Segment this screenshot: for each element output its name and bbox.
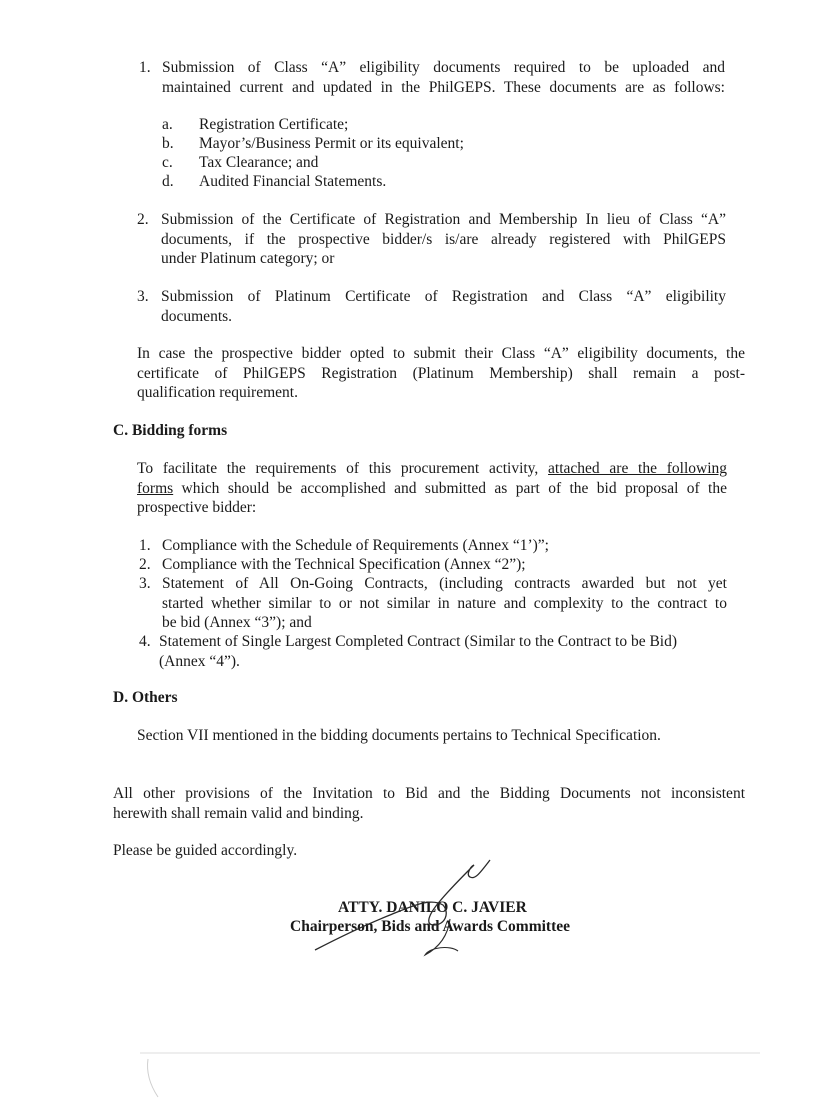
form-item-1-text: Compliance with the Schedule of Requirements (Annex “1’)”; <box>162 537 549 554</box>
sub-item-a-letter: a. <box>162 116 173 133</box>
in-case-line-3: qualification requirement. <box>137 384 298 401</box>
section-d-text: Section VII mentioned in the bidding documents pertains to Technical Specification. <box>137 727 661 744</box>
sub-item-d-letter: d. <box>162 173 174 190</box>
form-item-3-line-3: be bid (Annex “3”); and <box>162 614 312 631</box>
req-item-1 <box>162 58 725 97</box>
section-c-intro-text-2: which should be accomplished and submitted as part of the bid proposal of the <box>173 479 727 497</box>
sub-item-a-text: Registration Certificate; <box>199 116 349 133</box>
handwritten-signature <box>300 855 500 965</box>
section-c-intro-line-1 <box>137 459 727 479</box>
form-item-4 <box>159 632 731 671</box>
section-c-intro-text-1: To facilitate the requirements of this procurement activity, <box>137 460 549 477</box>
section-c-intro-underlined-1: attached are the following <box>548 460 728 477</box>
in-case-line-2: certificate of PhilGEPS Registration (Platinum Membership) shall remain a post- <box>137 364 745 382</box>
form-item-1-number: 1. <box>139 537 151 554</box>
scan-artifact-lines <box>140 1045 780 1100</box>
form-item-3-line-2: started whether similar to or not similar in nature and complexity to the contract to <box>162 594 727 612</box>
please-be-guided: Please be guided accordingly. <box>113 842 298 859</box>
signatory-title: Chairperson, Bids and Awards Committee <box>290 918 571 935</box>
sub-item-c-text: Tax Clearance; and <box>199 154 319 171</box>
closing-line-1: All other provisions of the Invitation to Bid and the Bidding Documents not inconsistent <box>113 785 745 802</box>
sub-item-c-letter: c. <box>162 154 173 171</box>
req-item-3-number: 3. <box>137 288 149 305</box>
req-item-3 <box>161 287 726 326</box>
section-c-intro-line-2 <box>137 479 727 499</box>
form-item-3-line-1: Statement of All On-Going Contracts, (including contracts awarded but not yet <box>162 575 727 592</box>
req-item-3-line-2: documents. <box>161 307 233 325</box>
section-c-intro <box>137 459 727 518</box>
req-item-2-line-2: documents, if the prospective bidder/s is/are already registered with PhilGEPS <box>161 230 726 248</box>
form-item-2-text: Compliance with the Technical Specification (Annex “2”); <box>162 556 526 573</box>
sub-item-b-text: Mayor’s/Business Permit or its equivalent; <box>199 135 464 152</box>
form-item-3 <box>162 574 727 633</box>
req-item-1-line-2: maintained current and updated in the PhilGEPS. These documents are as follows: <box>162 78 725 96</box>
sub-item-b-letter: b. <box>162 135 174 152</box>
req-item-2 <box>161 210 726 269</box>
req-item-1-line-1: Submission of Class “A” eligibility documents required to be uploaded and <box>162 59 725 76</box>
form-item-4-line-2: (Annex “4”). <box>159 652 240 670</box>
section-c-intro-line-3: prospective bidder: <box>137 499 257 516</box>
section-c-intro-underlined-2: forms <box>137 479 174 497</box>
sub-item-d-text: Audited Financial Statements. <box>199 173 387 190</box>
req-item-2-line-1: Submission of the Certificate of Registration and Membership In lieu of Class “A” <box>161 211 726 228</box>
req-item-2-number: 2. <box>137 211 149 228</box>
in-case-paragraph <box>137 344 745 403</box>
closing-paragraph <box>113 784 745 823</box>
closing-line-2: herewith shall remain valid and binding. <box>113 804 364 822</box>
req-item-3-line-1: Submission of Platinum Certificate of Registration and Class “A” eligibility <box>161 288 726 305</box>
form-item-2-number: 2. <box>139 556 151 573</box>
section-d-heading: D. Others <box>113 689 178 706</box>
form-item-4-line-1: Statement of Single Largest Completed Contract (Similar to the Contract to be Bid) <box>159 633 678 650</box>
in-case-line-1: In case the prospective bidder opted to submit their Class “A” eligibility documents, the <box>137 345 745 362</box>
form-item-3-number: 3. <box>139 575 151 592</box>
signatory-name: ATTY. DANILO C. JAVIER <box>338 899 527 916</box>
req-item-2-line-3: under Platinum category; or <box>161 250 335 267</box>
section-c-heading: C. Bidding forms <box>113 422 228 439</box>
form-item-4-number: 4. <box>139 633 151 650</box>
req-item-1-number: 1. <box>139 59 151 76</box>
